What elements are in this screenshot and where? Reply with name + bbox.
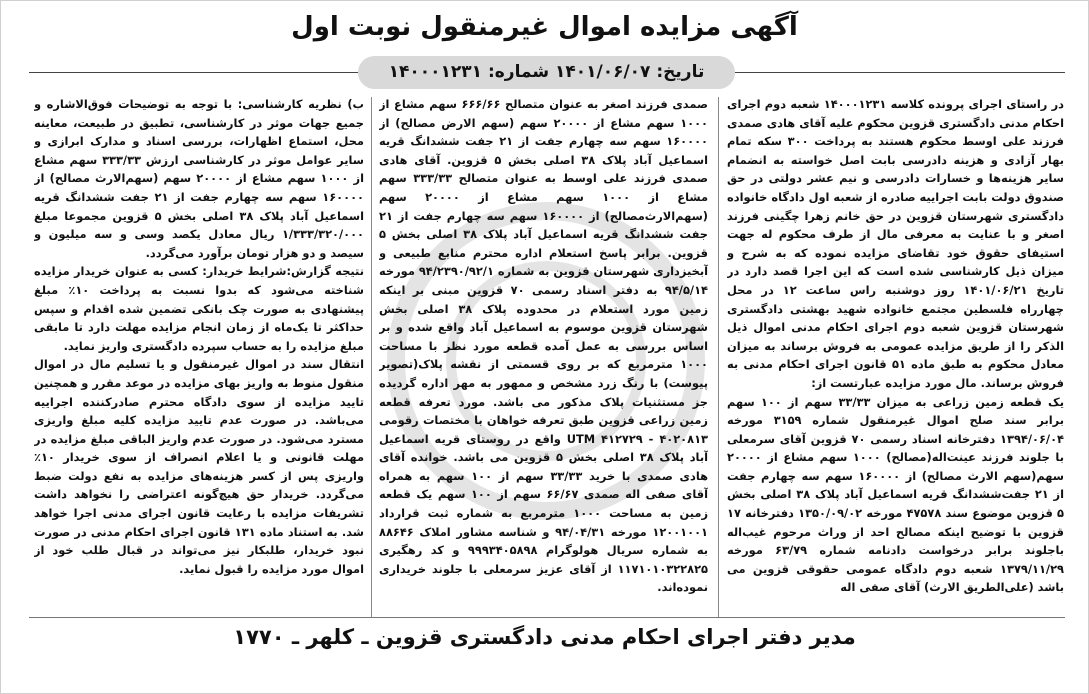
report-result-heading: نتیجه گزارش: (286, 264, 364, 279)
column-divider-2 (371, 97, 372, 617)
expert-opinion-paragraph (34, 95, 364, 262)
header-divider-right (735, 72, 1065, 73)
footer-signature: مدیر دفتر اجرای احکام مدنی دادگستری قزوین ـ کلهر ـ ۱۷۷۰ (233, 625, 856, 649)
column-right (727, 95, 1064, 617)
expert-opinion-text: با توجه به توضیحات فوق‌الاشاره و جمیع جهات موثر در کارشناسی، تطبیق در طبیعت، معاینه محل، استماع اظهارات، بررسی اسناد و مدارک ابرازی و سایر عوامل موثر در کارشناسی ارزش ۳۳۳/۳۳ سهم مشاع از ۱۰۰۰ سهم مشاع از ۲۰۰۰۰ سهم (سهم‌الارث مصالح) از ۱۶۰۰۰۰ سهم سه چهارم جفت از ۲۱ جفت ششدانگ قریه اسماعیل آباد پلاک ۳۸ اصلی بخش ۵ قزوین مجموعا مبلغ ۱/۳۳۳/۳۲۰/۰۰۰ ریال معادل یکصد وسی و سه میلیون و سیصد و دو هزار تومان برآورد می‌گردد. (34, 97, 364, 260)
ownership-details-paragraph: صمدی فرزند اصغر به عنوان متصالح ۶۶۶/۶۶ سهم مشاع از ۱۰۰۰ سهم مشاع از ۲۰۰۰۰ سهم (سهم الارض مصالح) از ۱۶۰۰۰۰ سهم سه چهارم جفت از ۲۱ جفت ششدانگ قریه اسماعیل آباد پلاک ۳۸ اصلی بخش ۵ قزوین. آقای هادی صمدی فرزند علی اوسط به عنوان متصالح ۳۳۳/۳۳ سهم مشاع از ۱۰۰۰ سهم مشاع از ۲۰۰۰۰ سهم (سهم‌الارث‌مصالح) از ۱۶۰۰۰۰ سهم سه چهارم جفت از ۲۱ جفت ششدانگ قریه اسماعیل آباد پلاک ۳۸ اصلی بخش ۵ قزوین. برابر پاسخ استعلام اداره محترم منابع طبیعی و آبخیزداری شهرستان قزوین به شماره ۹۴/۲۳۹۰/۹۲/۱ مورخه ۹۴/۵/۱۴ به دفتر اسناد رسمی ۷۰ قزوین مبنی بر اینکه زمین مورد استعلام در محدوده پلاک ۳۸ اصلی بخش شهرستان قزوین موسوم به اسماعیل آباد واقع شده و بر اساس بررسی به عمل آمده قطعه مورد نظر با مساحت ۱۰۰۰ مترمربع که بر روی قسمتی از نقشه پلاک(تصویر پیوست) با رنگ زرد مشخص و ممهور به مهر اداره گردیده جز مستثنیات پلاک مذکور می باشد. مورد تعرفه قطعه زمین زراعی قزوین طبق تعرفه خواهان با مختصات رقومی ۴۰۲۰۸۱۳ - ۴۱۲۷۲۹ UTM واقع در روستای قریه اسماعیل آباد پلاک ۳۸ اصلی بخش ۵ قزوین می باشد. خوانده آقای هادی صمدی با خرید ۳۳/۳۳ سهم از ۱۰۰ سهم به همراه آقای صفی اله صمدی ۶۶/۶۷ سهم از ۱۰۰ سهم یک قطعه زمین به مساحت ۱۰۰۰ مترمربع به شماره ثبت قرارداد ۱۲۰۰۱۰۰۱ مورخه ۹۴/۰۴/۳۱ و شناسه مشاور املاک ۸۸۶۴۶ به شماره سریال هولوگرام ۹۹۹۳۴۰۵۸۹۸ و کد رهگیری ۱۱۷۱۰۱۰۳۲۲۸۲۵ از آقای عزیز سرمعلی با جلوند خریداری نموده‌اند. (379, 97, 708, 595)
expert-opinion-heading: ب) نظریه کارشناسی: (237, 97, 364, 111)
column-middle (379, 95, 708, 617)
intro-paragraph: در راستای اجرای پرونده کلاسه ۱۴۰۰۰۱۲۳۱ شعبه دوم اجرای احکام مدنی دادگستری قزوین محکوم علیه آقای هادی صمدی فرزند علی اوسط محکوم هستند به پرداخت ۳۰۰ سکه تمام بهار آزادی و هزینه دادرسی بابت اصل خواسته به انضمام سایر هزینه‌ها و خسارات دادرسی و نیم عشر دولتی در حق صندوق دولت بابت اجراییه صادره از شعبه اول دادگاه خانواده دادگستری شهرستان قزوین در حق خانم زهرا چگینی فرزند اصغر و با عنایت به معرفی مال از طرف محکوم له جهت استیفای حقوق خود تقاضای مزایده نموده که به شرح و میزان ذیل کارشناسی شده است که این اجرا قصد دارد در تاریخ ۱۴۰۱/۰۶/۲۱ روز دوشنبه راس ساعت ۱۲ در محل چهارراه فلسطین مجتمع خانواده شهید بهشتی دادگستری شهرستان قزوین شعبه دوم اجرای احکام مدنی اموال ذیل الذکر را از طریق مزایده عمومی به فروش برساند به میزان معادل محکوم به طبق ماده ۵۱ قانون اجرای احکام مدنی به فروش برساند. مال مورد مزایده عبارتست از: (727, 97, 1064, 390)
footer-divider (29, 617, 1065, 618)
date-number-bar: تاریخ: ۱۴۰۱/۰۶/۰۷ شماره: ۱۴۰۰۰۱۲۳۱ (358, 56, 735, 89)
property-description-paragraph: یک قطعه زمین زراعی به میزان ۳۳/۳۳ سهم از ۱۰۰ سهم برابر سند صلح اموال غیرمنقول شماره ۳۱۵۹ مورخه ۱۳۹۴/۰۶/۰۴ دفترخانه اسناد رسمی ۷۰ قزوین آقای سرمعلی با جلوند فرزند عینت‌اله(مصالح) ۱۰۰۰ سهم مشاع از ۲۰۰۰۰ سهم(سهم الارث مصالح) از ۱۶۰۰۰۰ سهم سه چهارم جفت از ۲۱ جفت‌ششدانگ قریه اسماعیل آباد پلاک ۳۸ اصلی بخش ۵ قزوین موضوع سند ۴۷۵۷۸ مورخه ۱۳۵۰/۰۹/۰۲ دفترخانه ۱۷ قزوین با توضیح اینکه مصالح احد از وراث مرحوم غیب‌اله باجلوند برابر درخواست دادنامه شماره ۶۳/۷۹ مورخه ۱۳۷۹/۱۱/۲۹ شعبه دوم دادگاه عمومی حقوقی قزوین می باشد (علی‌الطریق الارث) آقای صفی اله (727, 394, 1064, 595)
notice-title: آگهی مزایده اموال غیرمنقول نوبت اول (291, 12, 798, 42)
transfer-conditions-paragraph: انتقال سند در اموال غیرمنقول و یا تسلیم مال در اموال منقول منوط به واریز بهای مزایده در موعد مقرر و همچنین تایید مزایده از سوی دادگاه محترم صادرکننده اجراییه می‌باشد. در صورت عدم تایید مزایده کلیه مبلغ واریزی مسترد می‌شود. در صورت عدم واریز الباقی مبلغ مزایده در مهلت قانونی و یا اعلام انصراف از سوی خریدار ۱۰٪ واریزی پس از کسر هزینه‌های مزایده به نفع دولت ضبط می‌گردد. خریدار حق هیچ‌گونه اعتراضی را نخواهد داشت تشریفات مزایده با رعایت قانون اجرای مدنی اجرا خواهد شد. به استناد ماده ۱۳۱ قانون اجرای احکام مدنی در صورت نبود خریدار، طلبکار نیز می‌تواند در قبال طلب خود از اموال مورد مزایده را قبول نماید. (34, 357, 364, 576)
header-divider-left (29, 72, 358, 73)
report-result-paragraph (34, 262, 364, 355)
report-result-text: شرایط خریدار: کسی به عنوان خریدار مزایده شناخته می‌شود که بدوا نسبت به پرداخت ۱۰٪ مبلغ پیشنهادی به صورت چک بانکی تضمین شده اقدام و سپس حداکثر تا یک‌ماه از زمان انجام مزایده مهلت دارد تا مابقی مبلغ مزایده را به حساب سپرده دادگستری واریز نماید. (34, 264, 364, 353)
column-divider-1 (718, 97, 719, 617)
column-left (34, 95, 364, 617)
